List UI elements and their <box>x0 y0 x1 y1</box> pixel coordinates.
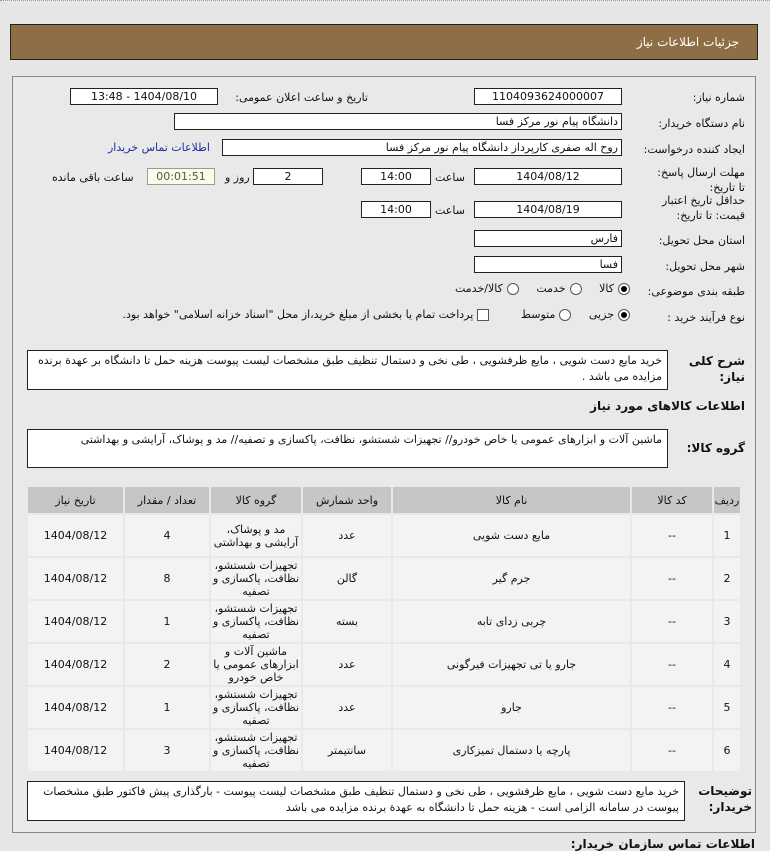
city-label: شهر محل تحویل: <box>665 260 745 273</box>
item-code: -- <box>632 558 712 599</box>
radio-selected-icon[interactable] <box>618 283 630 295</box>
item-group: تجهیزات شستشو، نظافت، پاکسازی و تصفیه <box>212 602 300 641</box>
province-label: استان محل تحویل: <box>658 234 745 247</box>
need-date: 1404/08/12 <box>28 601 123 642</box>
goods-table <box>26 485 742 773</box>
unit: بسته <box>303 601 391 642</box>
option-label: کالا <box>599 282 614 295</box>
item-name: جرم گیر <box>393 558 630 599</box>
remaining-label: ساعت باقی مانده <box>52 171 134 184</box>
item-code: -- <box>632 730 712 771</box>
summary-label: شرح کلی نیاز: <box>688 354 745 384</box>
quantity: 1 <box>125 687 209 728</box>
radio-icon[interactable] <box>507 283 519 295</box>
buyer-contact-link[interactable]: اطلاعات تماس خریدار <box>108 141 210 154</box>
validity-date-field: 1404/08/19 <box>474 201 622 218</box>
table-row <box>28 730 740 771</box>
unit: عدد <box>303 515 391 556</box>
item-name: جارو <box>393 687 630 728</box>
unit: عدد <box>303 644 391 685</box>
group-label: گروه کالا: <box>686 441 745 455</box>
page-title: جزئیات اطلاعات نیاز <box>636 35 739 49</box>
item-code: -- <box>632 601 712 642</box>
option-label: جزیی <box>588 308 614 321</box>
process-medium-option[interactable] <box>521 308 572 321</box>
notes-text: خرید مایع دست شویی ، مایع ظرفشویی ، طی نخی و دستمال تنظیف طبق مشخصات لیست پیوست - بارگذاری پیش فاکتور طبق مشخصات پیوست در سامانه الزامی است - هزینه حمل تا دانشگاه به عهدة برنده مزایده می باشد <box>27 781 685 821</box>
validity-label: حداقل تاریخ اعتبار قیمت: تا تاریخ: <box>661 194 745 222</box>
validity-time-field: 14:00 <box>361 201 431 218</box>
unit: گالن <box>303 558 391 599</box>
col-date: تاریخ نیاز <box>28 487 123 513</box>
deadline-time-field: 14:00 <box>361 168 431 185</box>
quantity: 8 <box>125 558 209 599</box>
city-field: فسا <box>474 256 622 273</box>
table-row <box>28 558 740 599</box>
days-field: 2 <box>253 168 323 185</box>
need-number-label: شماره نیاز: <box>692 91 745 104</box>
deadline-label: مهلت ارسال پاسخ: تا تاریخ: <box>657 166 745 194</box>
item-group: تجهیزات شستشو، نظافت، پاکسازی و تصفیه <box>212 559 300 598</box>
checkbox-icon[interactable] <box>477 309 489 321</box>
item-group: تجهیزات شستشو، نظافت، پاکسازی و تصفیه <box>212 731 300 770</box>
col-group: گروه کالا <box>211 487 301 513</box>
group-text: ماشین آلات و ابزارهای عمومی یا خاص خودرو// تجهیزات شستشو، نظافت، پاکسازی و تصفیه// مد و پوشاک، آرایشی و بهداشتی <box>27 429 668 468</box>
buyer-field: دانشگاه پیام نور مرکز فسا <box>174 113 622 130</box>
item-name: جارو یا تی تجهیزات فیرگونی <box>393 644 630 685</box>
validity-time-label: ساعت <box>435 204 465 217</box>
unit: عدد <box>303 687 391 728</box>
col-unit: واحد شمارش <box>303 487 391 513</box>
deadline-time-label: ساعت <box>435 171 465 184</box>
payment-note: پرداخت تمام یا بخشی از مبلغ خرید،از محل "اسناد خزانه اسلامی" خواهد بود. <box>122 308 474 321</box>
creator-label: ایجاد کننده درخواست: <box>643 143 745 156</box>
category-goods-option[interactable] <box>599 282 630 295</box>
quantity: 1 <box>125 601 209 642</box>
row-number: 1 <box>714 515 740 556</box>
notes-label: توضیحات خریدار: <box>698 784 752 814</box>
need-date: 1404/08/12 <box>28 644 123 685</box>
col-name: نام کالا <box>393 487 630 513</box>
goods-section-title: اطلاعات کالاهای مورد نیاز <box>590 399 745 413</box>
table-row <box>28 687 740 728</box>
remaining-timer: 00:01:51 <box>147 168 215 185</box>
item-name: پارچه یا دستمال تمیزکاری <box>393 730 630 771</box>
item-code: -- <box>632 687 712 728</box>
col-code: کد کالا <box>632 487 712 513</box>
announce-label: تاریخ و ساعت اعلان عمومی: <box>235 91 368 104</box>
col-row: ردیف <box>714 487 740 513</box>
need-date: 1404/08/12 <box>28 515 123 556</box>
process-radio-group <box>109 308 630 324</box>
days-label: روز و <box>225 171 250 184</box>
radio-icon[interactable] <box>570 283 582 295</box>
col-qty: تعداد / مقدار <box>125 487 209 513</box>
buyer-label: نام دستگاه خریدار: <box>658 117 745 130</box>
row-number: 5 <box>714 687 740 728</box>
item-code: -- <box>632 644 712 685</box>
row-number: 4 <box>714 644 740 685</box>
table-row <box>28 644 740 685</box>
buyer-org-contact-heading: اطلاعات تماس سازمان خریدار: <box>570 837 755 851</box>
process-minor-option[interactable] <box>589 308 630 321</box>
page-header <box>10 24 758 60</box>
deadline-date-field: 1404/08/12 <box>474 168 622 185</box>
item-name: چربی زدای تابه <box>393 601 630 642</box>
item-group: ماشین آلات و ابزارهای عمومی یا خاص خودرو <box>211 644 301 685</box>
quantity: 4 <box>125 515 209 556</box>
unit: سانتیمتر <box>303 730 391 771</box>
item-group: مد و پوشاک، آرایشی و بهداشتی <box>211 515 301 556</box>
row-number: 6 <box>714 730 740 771</box>
need-date: 1404/08/12 <box>28 687 123 728</box>
row-number: 2 <box>714 558 740 599</box>
item-code: -- <box>632 515 712 556</box>
option-label: متوسط <box>520 308 556 321</box>
need-number-field: 1104093624000007 <box>474 88 622 105</box>
row-number: 3 <box>714 601 740 642</box>
province-field: فارس <box>474 230 622 247</box>
quantity: 3 <box>125 730 209 771</box>
radio-selected-icon[interactable] <box>618 309 630 321</box>
process-label: نوع فرآیند خرید : <box>667 311 745 324</box>
treasury-payment-checkbox[interactable] <box>123 308 490 321</box>
table-row <box>28 601 740 642</box>
option-label: خدمت <box>536 282 566 295</box>
table-row <box>28 515 740 556</box>
radio-icon[interactable] <box>559 309 571 321</box>
summary-text: خرید مایع دست شویی ، مایع ظرفشویی ، طی نخی و دستمال تنظیف طبق مشخصات لیست پیوست هزینه حمل تا دانشگاه بر عهدة برنده مزایده می باشد . <box>27 350 668 390</box>
category-both-option[interactable] <box>455 282 519 295</box>
item-group: تجهیزات شستشو، نظافت، پاکسازی و تصفیه <box>212 688 300 727</box>
need-date: 1404/08/12 <box>28 558 123 599</box>
category-service-option[interactable] <box>536 282 581 295</box>
quantity: 2 <box>125 644 209 685</box>
need-date: 1404/08/12 <box>28 730 123 771</box>
item-name: مایع دست شویی <box>393 515 630 556</box>
creator-field: روح اله صفری کارپرداز دانشگاه پیام نور مرکز فسا <box>222 139 622 156</box>
announce-field: 1404/08/10 - 13:48 <box>70 88 218 105</box>
category-radio-group <box>441 282 630 298</box>
category-label: طبقه بندی موضوعی: <box>647 285 745 298</box>
option-label: کالا/خدمت <box>455 282 503 295</box>
